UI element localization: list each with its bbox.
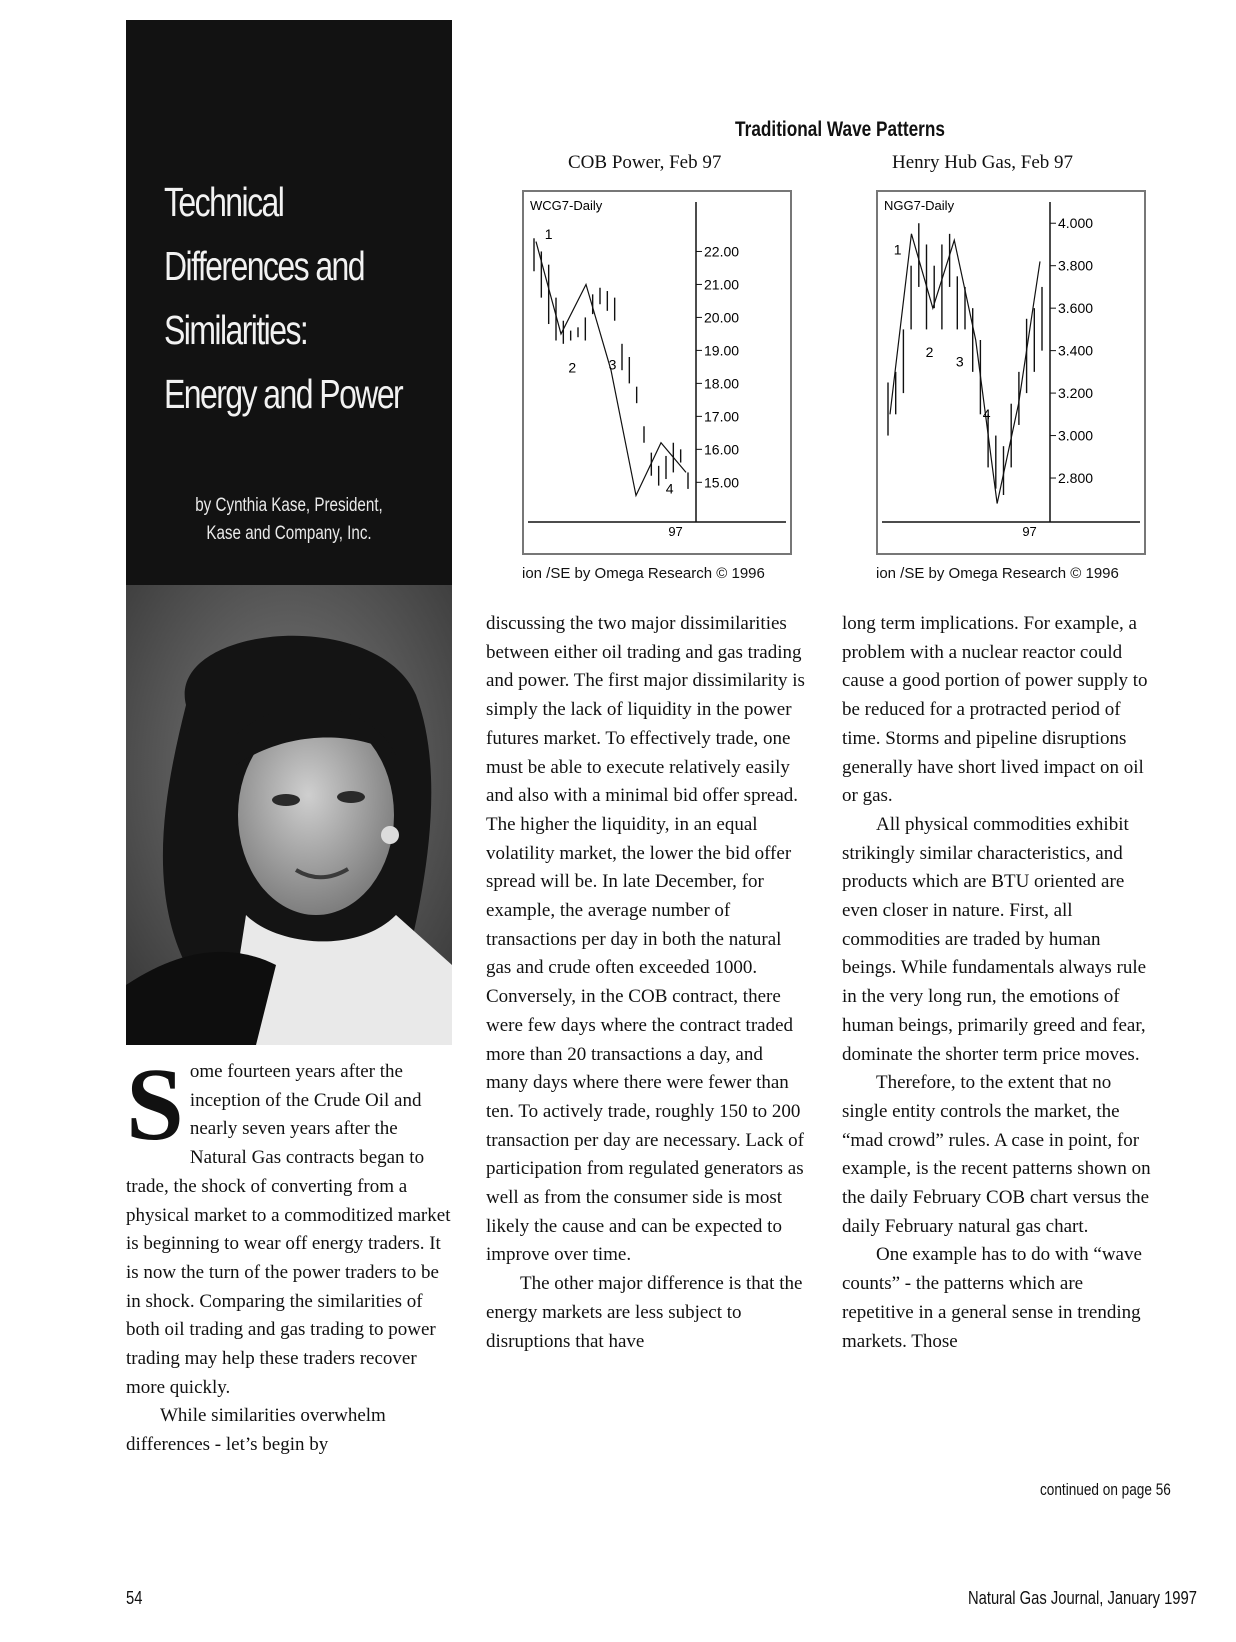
henry-hub-chart — [876, 190, 1146, 555]
column-1 — [126, 1047, 452, 1460]
publication-footer: Natural Gas Journal, January 1997 — [968, 1588, 1197, 1608]
page-number: 54 — [126, 1588, 143, 1608]
y-tick-label: 2.800 — [1058, 470, 1094, 487]
column-2 — [486, 610, 806, 1356]
wave-label: 1 — [893, 241, 902, 258]
paragraph: All physical commodities exhibit strikingly similar characteristics, and products which are BTU oriented are even closer in nature. First, all commodities are traded by human beings. While fundamentals always rule in the very long run, the emotions of human beings, primarily greed and fear, dominate the shorter term price moves. — [842, 813, 1147, 1065]
paragraph: long term implications. For example, a problem with a nuclear reactor could cause a good portion of power supply to be reduced for a protracted period of time. Storms and pipeline disruptions generally have short lived impact on oil or gas. — [842, 613, 1148, 807]
paragraph-text: ome fourteen years after the inception of the Crude Oil and nearly seven years after the Natural Gas contracts began to trade, the shock of converting from a physical market to a commoditized market is beginning to wear off energy traders. It is now the turn of the power traders to be in shock. Comparing the similarities of both oil trading and gas trading to power trading may help these traders recover more quickly. — [126, 1061, 451, 1398]
paragraph: One example has to do with “wave counts” - the patterns which are repetitive in a general sense in trending markets. Those — [842, 1244, 1142, 1352]
author-photo — [126, 585, 452, 1045]
y-tick-label: 21.00 — [704, 276, 740, 293]
y-tick-label: 17.00 — [704, 408, 740, 425]
drop-cap: S — [126, 1047, 184, 1162]
wave-line — [890, 234, 1040, 504]
y-tick-label: 3.400 — [1058, 342, 1094, 359]
title-line: Similarities: — [164, 307, 308, 353]
y-tick-label: 20.00 — [704, 309, 740, 326]
chart-title: WCG7-Daily — [530, 198, 603, 213]
wave-label: 4 — [665, 480, 674, 497]
x-tick-label: 97 — [1022, 524, 1037, 539]
y-tick-label: 19.00 — [704, 342, 740, 359]
byline — [126, 492, 452, 548]
y-tick-label: 3.800 — [1058, 257, 1094, 274]
y-tick-label: 22.00 — [704, 243, 740, 260]
article-title — [164, 170, 403, 426]
figure-heading: Traditional Wave Patterns — [735, 118, 945, 141]
continued-note: continued on page 56 — [1040, 1480, 1171, 1499]
right-chart-subtitle: Henry Hub Gas, Feb 97 — [892, 152, 1074, 173]
left-chart-credit: ion /SE by Omega Research © 1996 — [522, 565, 765, 582]
column-3 — [842, 610, 1158, 1356]
paragraph: While similarities overwhelm differences - let’s begin by — [126, 1405, 386, 1456]
y-tick-label: 16.00 — [704, 441, 740, 458]
x-tick-label: 97 — [668, 524, 683, 539]
y-tick-label: 18.00 — [704, 375, 740, 392]
paragraph: discussing the two major dissimilarities between either oil trading and gas trading and power. The first major dissimilarity is simply the lack of liquidity in the power futures market. To effectively trade, one must be able to execute relatively easily and also with a minimal bid offer spread. The higher the liquidity, in an equal volatility market, the lower the bid offer spread will be. In late December, for example, the average number of transactions per day in both the natural gas and crude often exceeded 1000. Conversely, in the COB contract, there were few days where the contract traded more than 20 transactions a day, and many days where there were fewer than ten. To actively trade, roughly 150 to 200 transaction per day are necessary. Lack of participation from regulated generators as well as from the consumer side is most likely the cause and can be expected to improve over time. — [486, 613, 805, 1266]
wave-label: 2 — [925, 344, 934, 360]
wave-label: 3 — [608, 356, 617, 373]
left-chart-subtitle: COB Power, Feb 97 — [568, 152, 722, 173]
paragraph: The other major difference is that the energy markets are less subject to disruptions that have — [486, 1273, 803, 1352]
chart-title: NGG7-Daily — [884, 198, 955, 213]
wave-label: 3 — [955, 353, 964, 370]
paragraph — [126, 1047, 452, 1402]
y-tick-label: 3.600 — [1058, 300, 1094, 317]
paragraph: Therefore, to the extent that no single entity controls the market, the “mad crowd” rules. A case in point, for example, is the recent patterns shown on the daily February COB chart versus the daily February natural gas chart. — [842, 1072, 1151, 1237]
cob-power-chart — [522, 190, 792, 555]
y-tick-label: 4.000 — [1058, 215, 1094, 232]
title-line: Differences and — [164, 243, 365, 289]
byline-line: Kase and Company, Inc. — [206, 523, 372, 544]
y-tick-label: 3.000 — [1058, 427, 1094, 444]
y-tick-label: 3.200 — [1058, 385, 1094, 402]
title-line: Energy and Power — [164, 371, 403, 417]
henry-hub-chart-svg — [878, 192, 1144, 553]
portrait-image — [126, 585, 452, 1045]
title-line: Technical — [164, 179, 284, 225]
right-chart-credit: ion /SE by Omega Research © 1996 — [876, 565, 1119, 582]
y-tick-label: 15.00 — [704, 474, 740, 491]
wave-label: 2 — [568, 359, 577, 376]
byline-line: by Cynthia Kase, President, — [195, 495, 383, 516]
wave-label: 1 — [544, 226, 553, 243]
wave-label: 4 — [982, 406, 991, 422]
cob-power-chart-svg — [524, 192, 790, 553]
